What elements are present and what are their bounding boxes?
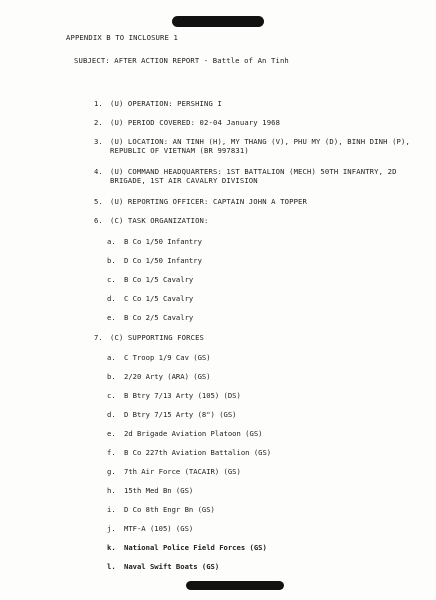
- list-letter: g.: [107, 467, 116, 476]
- list-letter: h.: [107, 486, 116, 495]
- list-letter: i.: [107, 505, 116, 514]
- item-number: 3.: [94, 137, 103, 146]
- list-item: 2d Brigade Aviation Platoon (GS): [124, 429, 263, 438]
- item-number: 6.: [94, 216, 103, 225]
- list-item: B Co 1/50 Infantry: [124, 237, 202, 246]
- list-item: B Co 227th Aviation Battalion (GS): [124, 448, 272, 457]
- list-letter: e.: [107, 429, 116, 438]
- item-text: (C) SUPPORTING FORCES: [110, 333, 205, 342]
- list-item: C Co 1/5 Cavalry: [124, 294, 194, 303]
- list-letter: c.: [107, 391, 116, 400]
- list-letter: f.: [107, 448, 116, 457]
- list-item: C Troop 1/9 Cav (GS): [124, 353, 211, 362]
- list-letter: e.: [107, 313, 116, 322]
- list-letter: d.: [107, 410, 116, 419]
- list-letter: b.: [107, 372, 116, 381]
- list-letter: a.: [107, 353, 116, 362]
- item-text: (U) COMMAND HEADQUARTERS: 1ST BATTALION (MECH) 50TH INFANTRY, 2D: [110, 167, 397, 176]
- list-item: National Police Field Forces (GS): [124, 543, 267, 552]
- list-item: 15th Med Bn (GS): [124, 486, 194, 495]
- list-item: MTF-A (105) (GS): [124, 524, 194, 533]
- item-number: 5.: [94, 197, 103, 206]
- item-number: 7.: [94, 333, 103, 342]
- list-item: D Co 1/50 Infantry: [124, 256, 202, 265]
- redaction-mark-top: [172, 16, 264, 27]
- list-item: Naval Swift Boats (GS): [124, 562, 220, 571]
- list-letter: l.: [107, 562, 116, 571]
- subject-line: SUBJECT: AFTER ACTION REPORT - Battle of An Tinh: [74, 56, 289, 65]
- item-number: 1.: [94, 99, 103, 108]
- item-text: (U) PERIOD COVERED: 02-04 January 1968: [110, 118, 281, 127]
- item-number: 4.: [94, 167, 103, 176]
- item-text-continued: REPUBLIC OF VIETNAM (BR 997831): [110, 146, 249, 155]
- item-text: (C) TASK ORGANIZATION:: [110, 216, 209, 225]
- item-text: (U) LOCATION: AN TINH (H), MY THANG (V), PHU MY (D), BINH DINH (P),: [110, 137, 410, 146]
- item-text-continued: BRIGADE, 1ST AIR CAVALRY DIVISION: [110, 176, 258, 185]
- list-letter: k.: [107, 543, 116, 552]
- list-item: B Btry 7/13 Arty (105) (DS): [124, 391, 241, 400]
- list-item: 7th Air Force (TACAIR) (GS): [124, 467, 241, 476]
- list-item: D Co 8th Engr Bn (GS): [124, 505, 215, 514]
- appendix-heading: APPENDIX B TO INCLOSURE 1: [66, 33, 178, 42]
- list-letter: j.: [107, 524, 116, 533]
- list-item: B Co 1/5 Cavalry: [124, 275, 194, 284]
- redaction-mark-bottom: [186, 581, 284, 590]
- list-letter: a.: [107, 237, 116, 246]
- item-number: 2.: [94, 118, 103, 127]
- item-text: (U) REPORTING OFFICER: CAPTAIN JOHN A TOPPER: [110, 197, 307, 206]
- list-item: D Btry 7/15 Arty (8") (GS): [124, 410, 237, 419]
- list-letter: c.: [107, 275, 116, 284]
- item-text: (U) OPERATION: PERSHING I: [110, 99, 222, 108]
- list-item: 2/20 Arty (ARA) (GS): [124, 372, 211, 381]
- list-letter: d.: [107, 294, 116, 303]
- list-item: B Co 2/5 Cavalry: [124, 313, 194, 322]
- list-letter: b.: [107, 256, 116, 265]
